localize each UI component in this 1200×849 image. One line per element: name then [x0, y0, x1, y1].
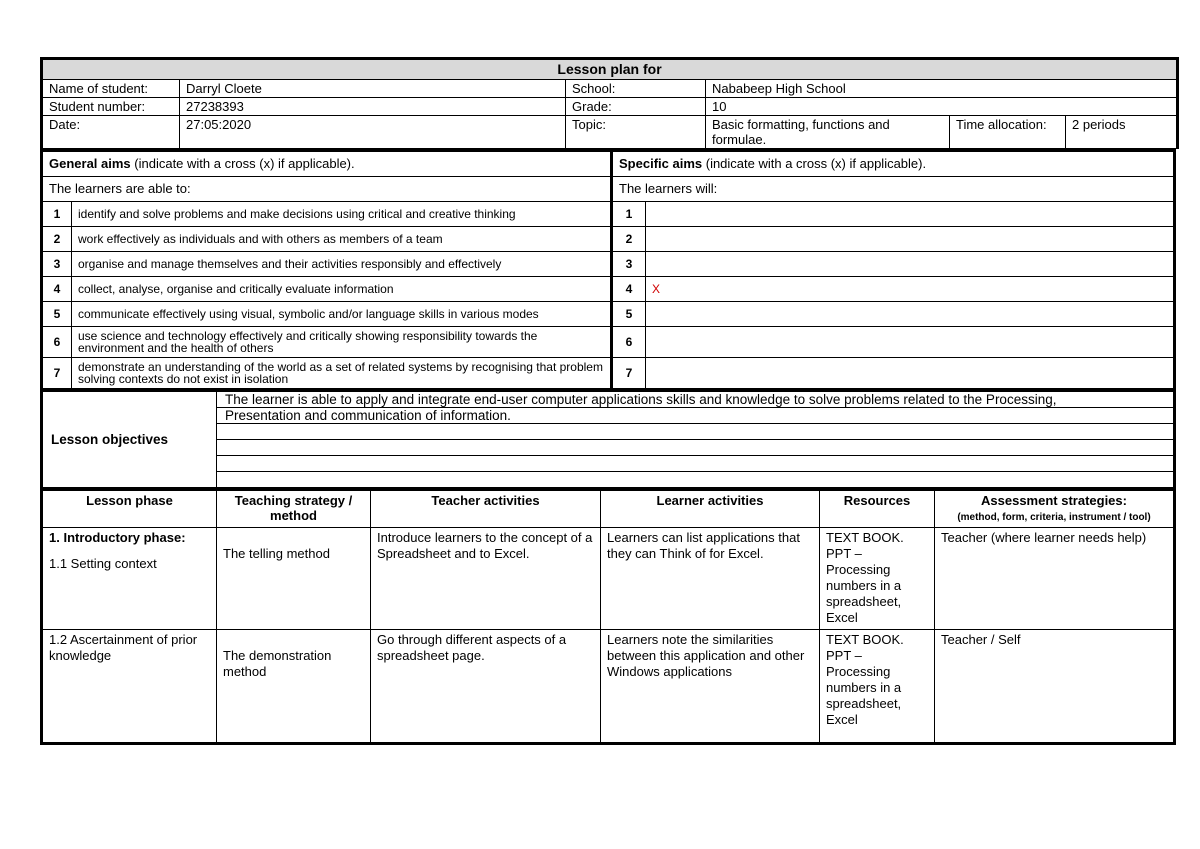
- lesson-plan-page: [40, 57, 1176, 745]
- lesson-plan-title: Lesson plan for: [42, 59, 1178, 80]
- topic-value: Basic formatting, functions and formulae.: [706, 116, 950, 149]
- specific-aims-intro: The learners will:: [612, 177, 1175, 202]
- resources-cell: TEXT BOOK. PPT – Processing numbers in a spreadsheet, Excel: [820, 528, 935, 630]
- general-aim-text: use science and technology effectively and critically showing responsibility towards the environment and the health of others: [72, 327, 612, 358]
- general-aim-text: work effectively as individuals and with others as members of a team: [72, 227, 612, 252]
- strategy-cell: The telling method: [217, 528, 371, 630]
- learner-activities-cell: Learners note the similarities between this application and other Windows applications: [601, 630, 820, 744]
- col-header-teacher: Teacher activities: [371, 490, 601, 528]
- grade-value: 10: [706, 98, 1178, 116]
- objective-line: Presentation and communication of information.: [217, 408, 1175, 424]
- specific-aim-mark[interactable]: [646, 358, 1175, 389]
- school-label: School:: [566, 80, 706, 98]
- general-aims-intro: The learners are able to:: [42, 177, 612, 202]
- specific-aim-mark[interactable]: [646, 327, 1175, 358]
- specific-aim-mark[interactable]: [646, 302, 1175, 327]
- assessment-cell: Teacher / Self: [935, 630, 1175, 744]
- col-header-strategy: Teaching strategy / method: [217, 490, 371, 528]
- lesson-phases-table: [40, 488, 1176, 745]
- specific-aim-mark[interactable]: [646, 227, 1175, 252]
- resources-cell: TEXT BOOK. PPT – Processing numbers in a spreadsheet, Excel: [820, 630, 935, 744]
- teacher-activities-cell: Introduce learners to the concept of a Spreadsheet and to Excel.: [371, 528, 601, 630]
- col-header-assessment: Assessment strategies: (method, form, criteria, instrument / tool): [935, 490, 1175, 528]
- lesson-objectives-label: Lesson objectives: [42, 391, 217, 488]
- aim-row: 5 communicate effectively using visual, symbolic and/or language skills in various modes 5: [42, 302, 1175, 327]
- general-aim-text: demonstrate an understanding of the world as a set of related systems by recognising that problem solving contexts do not exist in isolation: [72, 358, 612, 389]
- header-table: [40, 57, 1179, 149]
- student-name-value: Darryl Cloete: [180, 80, 566, 98]
- time-allocation-label: Time allocation:: [950, 116, 1066, 149]
- time-allocation-value: 2 periods: [1066, 116, 1178, 149]
- date-value: 27:05:2020: [180, 116, 566, 149]
- teacher-activities-cell: Go through different aspects of a spreadsheet page.: [371, 630, 601, 744]
- student-number-value: 27238393: [180, 98, 566, 116]
- table-row: [42, 630, 1175, 744]
- objective-line: [217, 472, 1175, 488]
- strategy-cell: The demonstration method: [217, 630, 371, 744]
- topic-label: Topic:: [566, 116, 706, 149]
- objective-line: [217, 456, 1175, 472]
- objective-line: [217, 424, 1175, 440]
- student-number-label: Student number:: [42, 98, 180, 116]
- assessment-cell: Teacher (where learner needs help): [935, 528, 1175, 630]
- aim-row: 7 demonstrate an understanding of the world as a set of related systems by recognising that problem solving contexts do not exist in isolation 7: [42, 358, 1175, 389]
- col-header-learner: Learner activities: [601, 490, 820, 528]
- col-header-phase: Lesson phase: [42, 490, 217, 528]
- specific-aim-mark[interactable]: [646, 252, 1175, 277]
- aims-table: [40, 149, 1176, 389]
- objective-line: [217, 440, 1175, 456]
- specific-aim-mark[interactable]: X: [646, 277, 1175, 302]
- aim-row: 6 use science and technology effectively and critically showing responsibility towards the environment and the health of others 6: [42, 327, 1175, 358]
- aim-row: 2 work effectively as individuals and with others as members of a team 2: [42, 227, 1175, 252]
- general-aim-text: identify and solve problems and make decisions using critical and creative thinking: [72, 202, 612, 227]
- aim-row: 3 organise and manage themselves and their activities responsibly and effectively 3: [42, 252, 1175, 277]
- date-label: Date:: [42, 116, 180, 149]
- col-header-resources: Resources: [820, 490, 935, 528]
- general-aim-text: organise and manage themselves and their activities responsibly and effectively: [72, 252, 612, 277]
- grade-label: Grade:: [566, 98, 706, 116]
- student-name-label: Name of student:: [42, 80, 180, 98]
- objective-line: The learner is able to apply and integrate end-user computer applications skills and knowledge to solve problems related to the Processing,: [217, 391, 1175, 408]
- specific-aims-heading: Specific aims (indicate with a cross (x) if applicable).: [612, 151, 1175, 177]
- phase-cell: 1.2 Ascertainment of prior knowledge: [42, 630, 217, 744]
- learner-activities-cell: Learners can list applications that they can Think of for Excel.: [601, 528, 820, 630]
- objectives-table: [40, 389, 1176, 488]
- general-aims-heading: General aims (indicate with a cross (x) if applicable).: [42, 151, 612, 177]
- school-value: Nababeep High School: [706, 80, 1178, 98]
- aim-row: 4 collect, analyse, organise and critically evaluate information 4 X: [42, 277, 1175, 302]
- table-row: [42, 528, 1175, 630]
- phase-cell: 1. Introductory phase: 1.1 Setting context: [42, 528, 217, 630]
- aim-row: 1 identify and solve problems and make decisions using critical and creative thinking 1: [42, 202, 1175, 227]
- general-aim-text: collect, analyse, organise and critically evaluate information: [72, 277, 612, 302]
- general-aim-text: communicate effectively using visual, symbolic and/or language skills in various modes: [72, 302, 612, 327]
- specific-aim-mark[interactable]: [646, 202, 1175, 227]
